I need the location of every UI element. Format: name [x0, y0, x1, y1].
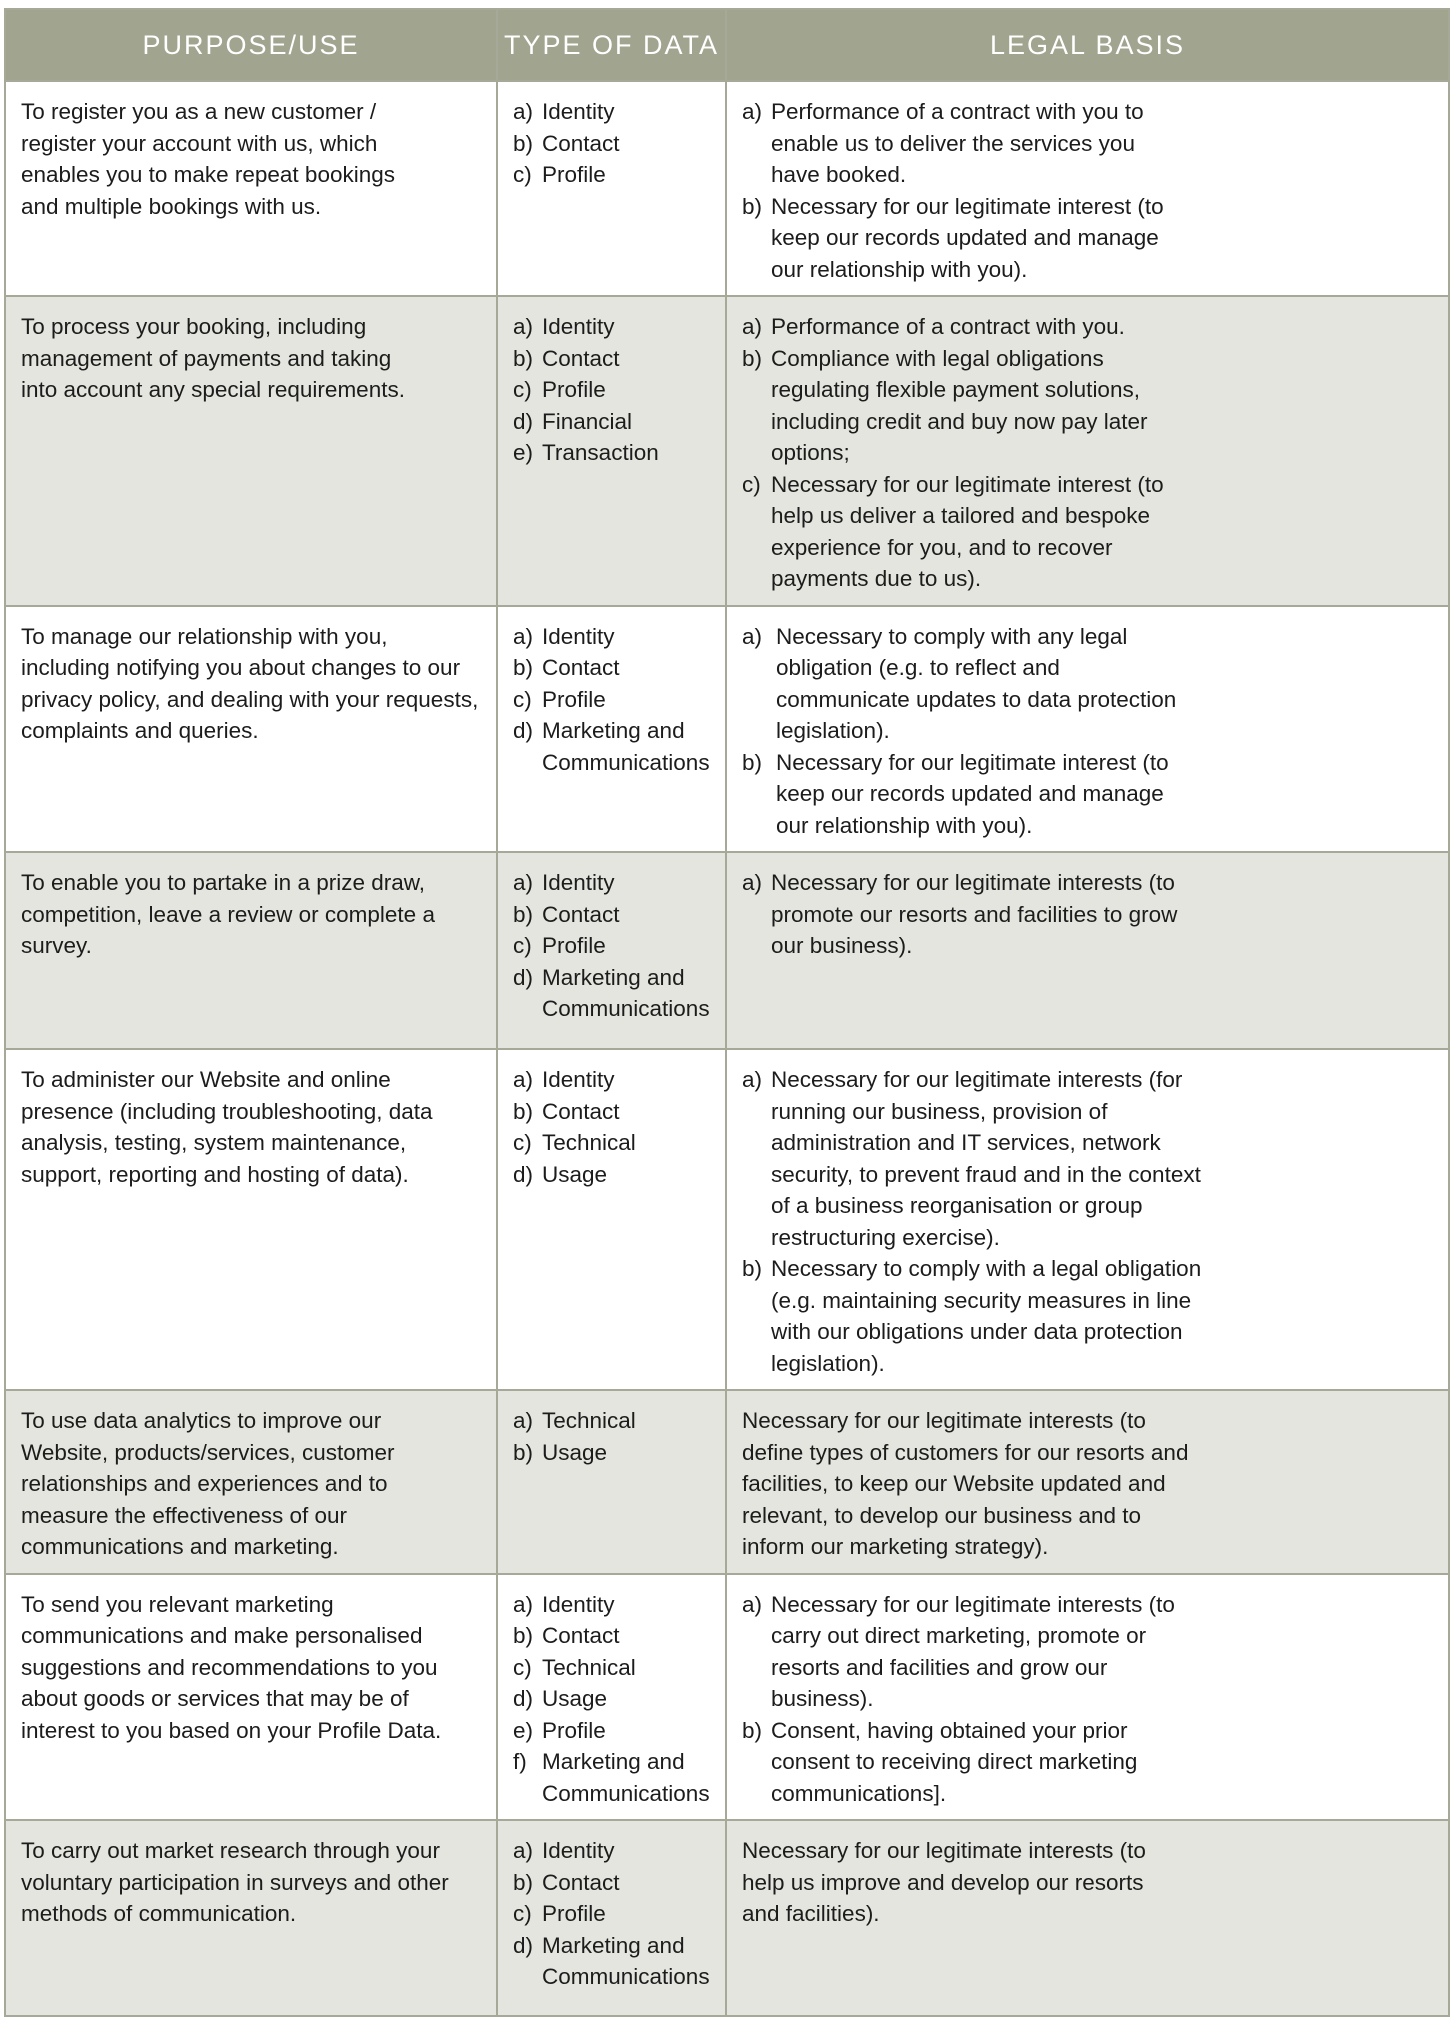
purpose-cell [5, 1049, 497, 1390]
list-item: c) Technical [513, 1130, 636, 1155]
purpose-text: To send you relevant marketing communications and make personalised suggestions and recommendations to you about goods or services that may be of interest to you based on your Profile Data. [21, 1591, 442, 1743]
legal-basis-cell [726, 1049, 1449, 1390]
table-row [5, 1390, 1449, 1574]
list-item: b) Contact [513, 901, 620, 927]
purpose-cell [5, 606, 497, 853]
table-row [5, 606, 1449, 853]
purpose-cell [5, 81, 497, 296]
data-type-cell [497, 852, 726, 1049]
list-item: b) Contact [513, 1869, 620, 1895]
list-item: c) Profile [513, 377, 606, 402]
list-item: a) Necessary for our legitimate interests (to carry out direct marketing, promote or resorts and facilities and grow our business). [742, 1591, 1175, 1711]
list-item: a) Performance of a contract with you. [742, 314, 1125, 339]
column-header-legal-basis: LEGAL BASIS [726, 9, 1449, 81]
list-item: a) Identity [513, 623, 615, 649]
table-row [5, 1049, 1449, 1390]
list-item: c) Profile [513, 686, 606, 712]
list-item: d) Usage [513, 1686, 608, 1711]
table-row [5, 81, 1449, 296]
purpose-cell [5, 1574, 497, 1821]
list-item: c) Necessary for our legitimate interest (to help us deliver a tailored and bespoke experience for you, and to recover payments due to us). [742, 471, 1164, 591]
document [4, 8, 1448, 2017]
purpose-text: To administer our Website and online presence (including troubleshooting, data analysis, testing, system maintenance, support, reporting and hosting of data). [21, 1067, 433, 1187]
list-item: c) Technical [513, 1654, 636, 1680]
data-type-list [513, 1064, 711, 1190]
legal-basis-cell [726, 1820, 1449, 2016]
list-item: a) Necessary to comply with any legal obligation (e.g. to reflect and communicate updates to data protection legislation). [742, 623, 1177, 743]
list-item: b) Consent, having obtained your prior consent to receiving direct marketing communications]. [742, 1717, 1138, 1806]
table-row [5, 1574, 1449, 1821]
data-type-list [513, 1589, 711, 1810]
data-processing-table [4, 8, 1450, 2017]
purpose-text: To register you as a new customer / register your account with us, which enables you to make repeat bookings and multiple bookings with us. [21, 99, 395, 219]
purpose-cell [5, 296, 497, 606]
legal-basis-list [742, 1589, 1187, 1810]
list-item: a) Technical [513, 1408, 636, 1433]
list-item: c) Profile [513, 933, 606, 958]
data-type-cell [497, 1390, 726, 1574]
legal-basis-cell [726, 1574, 1449, 1821]
list-item: f) Marketing and Communications [513, 1749, 710, 1806]
legal-basis-cell [726, 606, 1449, 853]
data-type-cell [497, 1820, 726, 2016]
header-row [5, 9, 1449, 81]
list-item: a) Identity [513, 314, 615, 339]
table-row [5, 1820, 1449, 2016]
list-item: b) Contact [513, 130, 620, 156]
purpose-text: To use data analytics to improve our Website, products/services, customer relationships and experiences and to measure the effectiveness of our communications and marketing. [21, 1408, 395, 1559]
list-item: b) Contact [513, 655, 620, 680]
purpose-text: To manage our relationship with you, including notifying you about changes to our privacy policy, and dealing with your requests, complaints and queries. [21, 623, 479, 743]
list-item: a) Performance of a contract with you to enable us to deliver the services you have booked. [742, 99, 1144, 187]
list-item: a) Identity [513, 1591, 615, 1617]
list-item: b) Necessary for our legitimate interest (to keep our records updated and manage our relationship with you). [742, 193, 1164, 282]
data-type-list [513, 867, 711, 1025]
purpose-cell [5, 852, 497, 1049]
list-item: b) Necessary for our legitimate interest (to keep our records updated and manage our relationship with you). [742, 749, 1169, 838]
data-type-list [513, 1405, 711, 1468]
purpose-text: To enable you to partake in a prize draw, competition, leave a review or complete a survey. [21, 870, 435, 958]
column-header-purpose: PURPOSE/USE [5, 9, 497, 81]
list-item: e) Transaction [513, 440, 659, 465]
list-item: b) Contact [513, 1098, 620, 1124]
list-item: b) Contact [513, 1623, 620, 1648]
legal-basis-list [742, 311, 1187, 595]
purpose-text: To process your booking, including management of payments and taking into account any special requirements. [21, 314, 405, 402]
list-item: c) Profile [513, 162, 606, 187]
data-type-cell [497, 1574, 726, 1821]
list-item: a) Identity [513, 870, 615, 895]
legal-basis-cell [726, 852, 1449, 1049]
table-row [5, 852, 1449, 1049]
purpose-text: To carry out market research through your voluntary participation in surveys and other methods of communication. [21, 1838, 449, 1926]
list-item: a) Identity [513, 99, 615, 124]
data-type-list [513, 621, 711, 779]
list-item: d) Marketing and Communications [513, 718, 710, 775]
legal-basis-list [742, 96, 1187, 285]
list-item: e) Profile [513, 1717, 606, 1743]
list-item: a) Necessary for our legitimate interests (to promote our resorts and facilities to grow our business). [742, 870, 1178, 958]
legal-basis-list [742, 1064, 1202, 1379]
data-type-cell [497, 1049, 726, 1390]
purpose-cell [5, 1390, 497, 1574]
legal-basis-cell [726, 81, 1449, 296]
data-type-cell [497, 296, 726, 606]
legal-basis-text: Necessary for our legitimate interests (to help us improve and develop our resorts and facilities). [742, 1838, 1146, 1926]
table-row [5, 296, 1449, 606]
list-item: a) Necessary for our legitimate interests (for running our business, provision of administration and IT services, network security, to prevent fraud and in the context of a business reorganisation or group restructuring exercise). [742, 1067, 1201, 1250]
list-item: c) Profile [513, 1901, 606, 1926]
data-type-cell [497, 606, 726, 853]
list-item: a) Identity [513, 1838, 615, 1863]
legal-basis-text: Necessary for our legitimate interests (to define types of customers for our resorts and facilities, to keep our Website updated and relevant, to develop our business and to inform our marketing strategy). [742, 1408, 1189, 1559]
list-item: b) Contact [513, 345, 620, 371]
list-item: a) Identity [513, 1067, 615, 1092]
list-item: b) Compliance with legal obligations regulating flexible payment solutions, including credit and buy now pay later options; [742, 345, 1148, 465]
legal-basis-list [742, 621, 1197, 842]
data-type-cell [497, 81, 726, 296]
list-item: d) Usage [513, 1161, 608, 1187]
legal-basis-list [742, 867, 1187, 962]
list-item: b) Usage [513, 1439, 608, 1465]
column-header-data-type: TYPE OF DATA [497, 9, 726, 81]
list-item: d) Financial [513, 408, 633, 434]
legal-basis-cell [726, 1390, 1449, 1574]
list-item: b) Necessary to comply with a legal obligation (e.g. maintaining security measures in line with our obligations under data protection legislation). [742, 1256, 1202, 1376]
purpose-cell [5, 1820, 497, 2016]
data-type-list [513, 96, 711, 191]
data-type-list [513, 311, 711, 469]
list-item: d) Marketing and Communications [513, 1932, 710, 1989]
data-type-list [513, 1835, 711, 1993]
legal-basis-cell [726, 296, 1449, 606]
list-item: d) Marketing and Communications [513, 964, 710, 1021]
